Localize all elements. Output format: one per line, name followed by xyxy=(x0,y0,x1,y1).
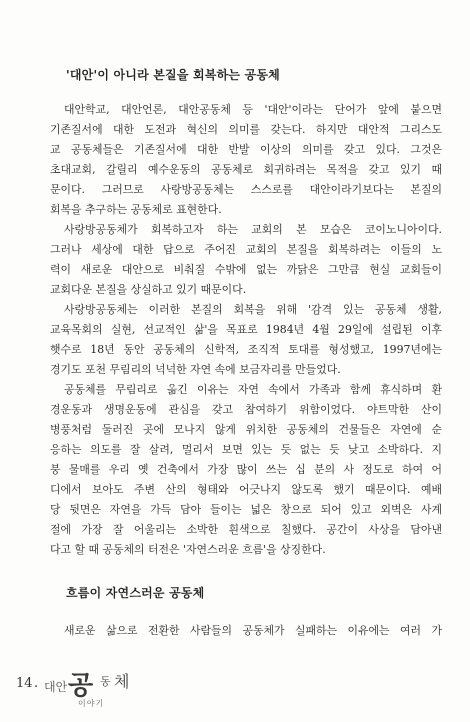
text-line: 햇수로 18년 동안 공동체의 신학적, 조직적 토대를 형성했고, 1997년에는 xyxy=(50,343,442,356)
text-line: 경운동과 생명운동에 관심을 갖고 참여하기 위함이었다. 야트막한 산이 xyxy=(50,403,442,416)
text-line: 붕 물매를 우리 옛 건축에서 가장 많이 쓰는 십 분의 사 정도로 하여 어 xyxy=(50,463,442,476)
text-line: 병풍처럼 둘러진 곳에 모나지 않게 위치한 공동체의 건물들은 자연에 순 xyxy=(50,423,442,436)
page-number: 14 xyxy=(16,676,33,691)
text-line: 당 뒷면은 자연을 가득 담아 들이는 넓은 창으로 되어 있고 외벽은 사계 xyxy=(50,503,442,516)
text-line: 디에서 보아도 주변 산의 형태와 어긋나지 않도록 했기 때문이다. 예배 xyxy=(50,483,442,496)
text-line: 교육목회의 실현, 선교적인 삶'을 목표로 1984년 4월 29일에 설립된 이후 xyxy=(50,323,442,336)
text-line: 력이 새로운 대안으로 비춰질 수밖에 없는 까닭은 그만큼 현실 교회들이 xyxy=(50,263,442,276)
text-line: 초대교회, 갈릴리 예수운동의 공동체로 회귀하려는 목적을 갖고 있기 때 xyxy=(50,163,442,176)
text-line: 교회다운 본질을 상실하고 있기 때문이다. xyxy=(50,283,247,296)
book-title-logo-part: 동 xyxy=(100,675,111,688)
text-line: 그러나 세상에 대한 답으로 주어진 교회의 본질을 회복하려는 이들의 노 xyxy=(50,243,442,256)
book-title-logo-part: 공 xyxy=(68,671,94,701)
text-line: 다고 할 때 공동체의 터전은 '자연스러운 흐름'을 상징한다. xyxy=(50,543,326,556)
book-title-logo-part: 대안 xyxy=(44,680,68,694)
text-line: 사랑방공동체가 회복하고자 하는 교회의 본 모습은 코이노니아이다. xyxy=(64,223,442,236)
book-title-subtitle: 이야기 xyxy=(78,699,105,708)
text-line: 공동체를 무림리로 옮긴 이유는 자연 속에서 가족과 함께 휴식하며 환 xyxy=(64,383,442,396)
text-line: 경기도 포천 무림리의 넉넉한 자연 속에 보금자리를 만들었다. xyxy=(50,363,341,376)
footer-separator: . xyxy=(34,676,39,691)
text-line: 대안학교, 대안언론, 대안공동체 등 '대안'이라는 단어가 앞에 붙으면 xyxy=(64,103,442,116)
section-heading-alternative: '대안'이 아니라 본질을 회복하는 공동체 xyxy=(66,68,280,82)
text-line: 절에 가장 잘 어울리는 소박한 흰색으로 칠했다. 공간이 사상을 담아낸 xyxy=(50,523,442,536)
section-heading-natural-flow: 흐름이 자연스러운 공동체 xyxy=(66,586,205,600)
text-line: 교 공동체들은 기존질서에 대한 반발 이상의 의미를 갖고 있다. 그것은 xyxy=(50,143,442,156)
text-line: 회복을 추구하는 공동체로 표현한다. xyxy=(50,203,222,216)
book-title-logo-part: 체 xyxy=(114,672,130,691)
text-line: 새로운 삶으로 전환한 사람들의 공동체가 실패하는 이유에는 여러 가 xyxy=(64,624,442,637)
text-line: 문이다. 그러므로 사랑방공동체는 스스로를 대안이라기보다는 본질의 xyxy=(50,183,442,196)
page-footer xyxy=(14,667,194,711)
text-line: 기존질서에 대한 도전과 혁신의 의미를 갖는다. 하지만 대안적 그리스도 xyxy=(50,123,442,136)
text-line: 응하는 의도를 잘 살려, 멀리서 보면 있는 듯 없는 듯 낮고 소박하다. 지 xyxy=(50,443,442,456)
text-line: 사랑방공동체는 이러한 본질의 회복을 위해 '감격 있는 공동체 생활, xyxy=(64,303,442,316)
